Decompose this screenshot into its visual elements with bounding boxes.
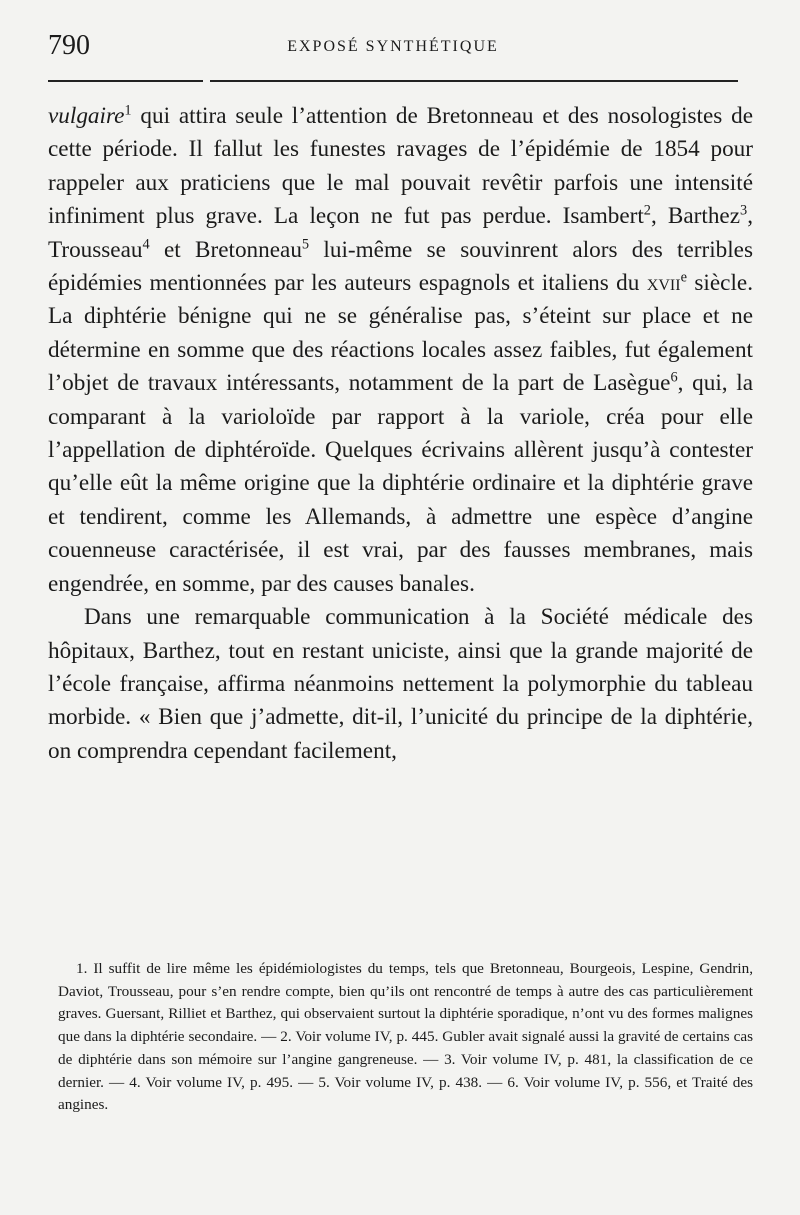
header-rule-left <box>48 80 203 82</box>
footnote-text: 1. Il suffit de lire même les épidémiologistes du temps, tels que Bretonneau, Bourgeois, Lespine, Gendrin, Daviot, Trousseau, pour s’en rendre compte, bien qu’ils ont rencontré de temps à autre des cas particulièrement graves. Guersant, Rilliet et Barthez, qui observaient surtout la diphtérie sporadique, n’ont vu des formes malignes que dans la diphtérie secondaire. — 2. Voir volume IV, p. 445. Gubler avait signalé aussi la gravité de certains cas de diphtérie dans son mémoire sur l’angine gangreneuse. — 3. Voir volume IV, p. 481, la classification de ce dernier. — 4. Voir volume IV, p. 495. — 5. Voir volume IV, p. 438. — 6. Voir volume IV, p. 556, et Traité des angines. <box>58 960 753 1114</box>
century-numeral: xvii <box>646 270 681 297</box>
footnote-marker: 4 <box>142 235 150 252</box>
footnote-marker: 6 <box>670 369 678 386</box>
paragraph-1 <box>48 100 753 601</box>
text-run: , Barthez <box>650 203 740 230</box>
footnotes <box>58 958 753 1117</box>
footnote-marker: 5 <box>301 235 310 252</box>
footnote-marker: 3 <box>740 202 748 219</box>
text-run: siècle. La diphtérie bénigne qui ne se généralise pas, s’éteint sur place et ne détermine en somme que des réactions locales assez faibles, fut également l’objet de travaux intéressants, notamment de la part de Lasègue <box>48 270 753 397</box>
italic-word: vulgaire <box>48 103 125 129</box>
running-title: EXPOSÉ SYNTHÉTIQUE <box>287 38 499 55</box>
footnote-marker: e <box>680 269 687 286</box>
text-run: lui-même se souvinrent alors des terribles épidémies mentionnées par les auteurs espagnols et italiens du <box>48 236 753 297</box>
text-run: et Bretonneau <box>149 236 302 263</box>
footnote-marker: 2 <box>643 202 651 219</box>
body-text <box>48 100 753 768</box>
footnote-marker: 1 <box>124 102 132 119</box>
page-number: 790 <box>48 30 90 61</box>
text-run: qui attira seule l’attention de Bretonneau et des nosologistes de cette période. Il fallut les funestes ravages de l’épidémie de 1854 pour rappeler aux praticiens que le mal pouvait revêtir parfois une intensité infiniment plus grave. La leçon ne fut pas perdue. Isambert <box>48 103 753 230</box>
page-header <box>48 30 738 70</box>
text-run: , Trousseau <box>48 203 753 263</box>
header-rule-right <box>210 80 738 82</box>
text-run: , qui, la comparant à la varioloïde par rapport à la variole, créa pour elle l’appellation de diphtéroïde. Quelques écrivains allèrent jusqu’à contester qu’elle eût la même origine que la diphtérie ordinaire et la diphtérie grave et tendirent, comme les Allemands, à admettre une espèce d’angine couenneuse caractérisée, il est vrai, par des fausses membranes, mais engendrée, en somme, par des causes banales. <box>48 370 754 597</box>
paragraph-2: Dans une remarquable communication à la Société médicale des hôpitaux, Barthez, tout en restant uniciste, ainsi que la grande majorité de l’école française, affirma néanmoins nettement la polymorphie du tableau morbide. « Bien que j’admette, dit-il, l’unicité du principe de la diphtérie, on comprendra cependant facilement, <box>48 604 753 764</box>
